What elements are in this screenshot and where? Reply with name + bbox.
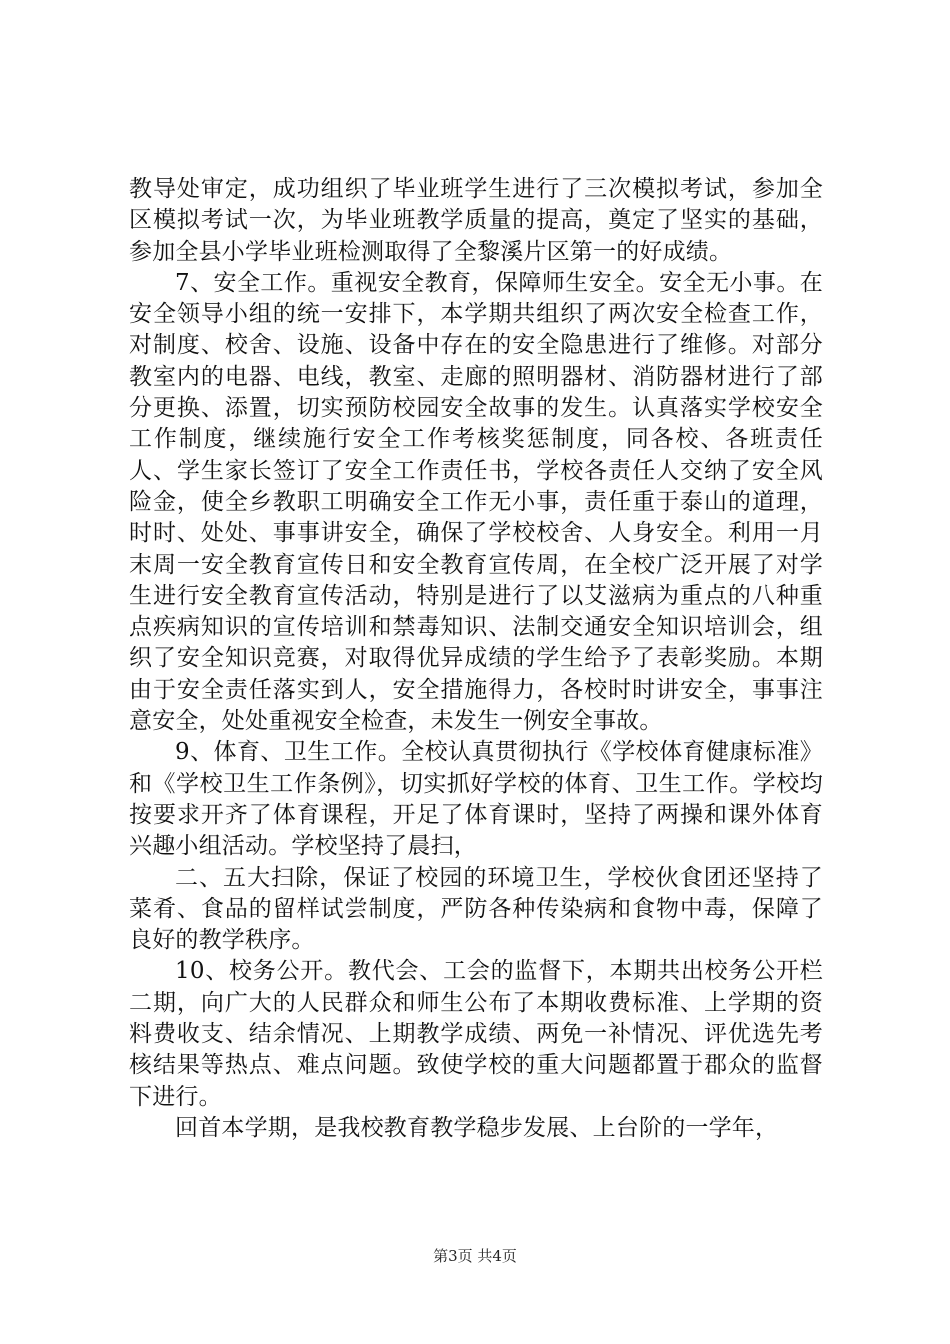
paragraph-exam-summary: 教导处审定，成功组织了毕业班学生进行了三次模拟考试，参加全区模拟考试一次，为毕业班教学质量的提高，奠定了坚实的基础，参加全县小学毕业班检测取得了全黎溪片区第一的好成绩。 (129, 176, 823, 265)
page-number-footer: 第3页 共4页 (433, 1247, 517, 1265)
paragraph-safety-work: 7、安全工作。重视安全教育，保障师生安全。安全无小事。在安全领导小组的统一安排下，本学期共组织了两次安全检查工作，对制度、校舍、设施、设备中存在的安全隐患进行了维修。对部分教室内的电器、电线，教室、走廊的照明器材、消防器材进行了部分更换、添置，切实预防校园安全故事的发生。认真落实学校安全工作制度，继续施行安全工作考核奖惩制度，同各校、各班责任人、学生家长签订了安全工作责任书，学校各责任人交纳了安全风险金，使全乡教职工明确安全工作无小事，责任重于泰山的道理，时时、处处、事事讲安全，确保了学校校舍、人身安全。利用一月末周一安全教育宣传日和安全教育宣传周，在全校广泛开展了对学生进行安全教育宣传活动，特别是进行了以艾滋病为重点的八种重点疾病知识的宣传培训和禁毒知识、法制交通安全知识培训会，组织了安全知识竞赛，对取得优异成绩的学生给予了表彰奖励。本期由于安全责任落实到人，安全措施得力，各校时时讲安全，事事注意安全，处处重视安全检查，未发生一例安全事故。 (129, 269, 823, 735)
document-body (129, 174, 823, 1144)
paragraph-cleaning: 二、五大扫除，保证了校园的环境卫生，学校伙食团还坚持了菜肴、食品的留样试尝制度，严防各种传染病和食物中毒，保障了良好的教学秩序。 (129, 864, 823, 954)
paragraph-sports-health: 9、体育、卫生工作。全校认真贯彻执行《学校体育健康标准》和《学校卫生工作条例》，切实抓好学校的体育、卫生工作。学校均按要求开齐了体育课程，开足了体育课时，坚持了两操和课外体育兴趣小组活动。学校坚持了晨扫， (129, 739, 823, 860)
paragraph-review: 回首本学期，是我校教育教学稳步发展、上台阶的一学年， (175, 1114, 779, 1141)
paragraph-school-affairs: 10、校务公开。教代会、工会的监督下，本期共出校务公开栏二期，向广大的人民群众和师生公布了本期收费标准、上学期的资料费收支、结余情况、上期教学成绩、两免一补情况、评优选先考核结果等热点、难点问题。致使学校的重大问题都置于郡众的监督下进行。 (129, 958, 823, 1110)
